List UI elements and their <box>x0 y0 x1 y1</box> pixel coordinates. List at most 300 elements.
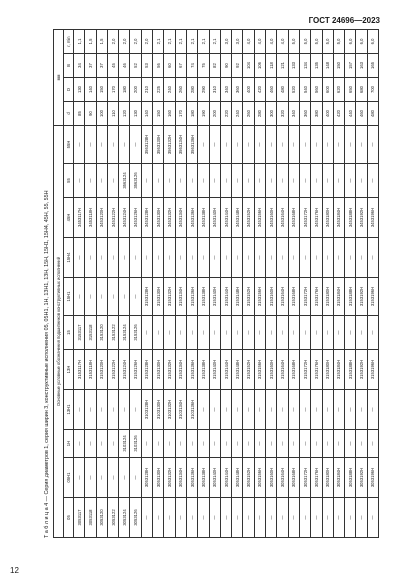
table-row <box>322 29 333 537</box>
table-cell: — <box>311 316 322 350</box>
table-cell: 104 <box>243 53 254 77</box>
table-cell: 280 <box>254 101 265 125</box>
table-cell: 3053160Н <box>266 458 277 498</box>
table-cell: 240 <box>232 101 243 125</box>
table-cell: — <box>243 390 254 430</box>
table-cell: — <box>232 238 243 278</box>
table-cell: — <box>74 238 85 278</box>
table-cell: — <box>345 238 356 278</box>
table-cell: — <box>130 238 141 278</box>
table-cell: 3153132Н <box>164 278 175 316</box>
table-cell: — <box>243 164 254 198</box>
table-cell: 3563128Н <box>141 125 152 163</box>
table-cell: 3453140Н <box>209 198 220 238</box>
table-cell: 3153128Н <box>141 278 152 316</box>
table-cell: 5,0 <box>311 29 322 53</box>
table-cell: 3453196Н <box>367 198 378 238</box>
table-cell: 3103126 <box>130 430 141 458</box>
table-cell: 3153134Н <box>175 278 186 316</box>
column-header: B <box>64 53 74 77</box>
table-cell: — <box>85 164 96 198</box>
table-cell: 650 <box>345 77 356 101</box>
table-cell: — <box>356 316 367 350</box>
table-cell: 3153117Н <box>74 350 85 390</box>
table-cell: — <box>164 238 175 278</box>
table-cell: 3053136Н <box>186 458 197 498</box>
table-cell: — <box>220 498 231 538</box>
table-row <box>198 29 209 537</box>
table-cell: — <box>277 390 288 430</box>
table-cell: 3153122Н <box>107 350 118 390</box>
table-cell: 3563130Н <box>153 125 164 163</box>
table-cell: — <box>74 125 85 163</box>
table-cell: 3453160Н <box>266 198 277 238</box>
table-cell: 3453130Н <box>153 198 164 238</box>
table-cell: — <box>130 390 141 430</box>
table-cell: 3453172Н <box>299 198 310 238</box>
table-cell: — <box>322 238 333 278</box>
table-cell: 170 <box>175 101 186 125</box>
table-cell: — <box>345 316 356 350</box>
table-cell: — <box>345 390 356 430</box>
table-cell: — <box>322 498 333 538</box>
table-cell: — <box>254 125 265 163</box>
table-cell: 134 <box>299 53 310 77</box>
table-cell: 3453122Н <box>107 198 118 238</box>
table-cell: — <box>186 430 197 458</box>
table-cell: 3053118 <box>85 498 96 538</box>
table-cell: 2,1 <box>175 29 186 53</box>
table-cell: 130 <box>130 101 141 125</box>
table-cell: — <box>198 430 209 458</box>
table-cell: 3453124Н <box>119 198 130 238</box>
table-cell: — <box>198 164 209 198</box>
table-cell: 3453136Н <box>186 198 197 238</box>
table-cell: 3103136Н <box>186 390 197 430</box>
table-cell: 3153144Н <box>220 350 231 390</box>
table-cell: — <box>277 498 288 538</box>
table-cell: — <box>311 125 322 163</box>
table-cell: 100 <box>96 101 107 125</box>
table-cell: — <box>198 498 209 538</box>
table-cell: — <box>85 390 96 430</box>
table-cell: — <box>277 164 288 198</box>
table-cell: 540 <box>299 77 310 101</box>
table-cell: 45 <box>107 53 118 77</box>
rotated-table-block <box>42 30 376 538</box>
table-cell: 3103124 <box>119 430 130 458</box>
table-row <box>288 29 299 537</box>
table-cell: 120 <box>119 101 130 125</box>
table-cell: 420 <box>254 77 265 101</box>
table-cell: — <box>345 164 356 198</box>
table-cell: 121 <box>277 53 288 77</box>
table-cell: — <box>164 430 175 458</box>
table-row <box>96 29 107 537</box>
column-header: 15 <box>64 316 74 350</box>
table-cell: — <box>356 238 367 278</box>
table-cell: — <box>232 430 243 458</box>
table-cell: 60 <box>164 53 175 77</box>
table-cell: — <box>254 164 265 198</box>
table-cell: — <box>209 238 220 278</box>
table-row <box>107 29 118 537</box>
table-cell: — <box>96 458 107 498</box>
table-cell: 360 <box>299 101 310 125</box>
table-cell: — <box>74 390 85 430</box>
table-cell: 34 <box>74 53 85 77</box>
table-cell: — <box>277 316 288 350</box>
table-cell: 3153138Н <box>198 278 209 316</box>
table-row <box>356 29 367 537</box>
table-cell: — <box>356 498 367 538</box>
table-cell: — <box>209 125 220 163</box>
table-cell: 4,0 <box>243 29 254 53</box>
column-header: 05Н1 <box>64 458 74 498</box>
table-cell: 3053128Н <box>141 458 152 498</box>
column-header: 55 <box>64 164 74 198</box>
table-cell: 3153164Н <box>277 350 288 390</box>
table-cell: 310 <box>209 77 220 101</box>
table-cell: 90 <box>85 101 96 125</box>
table-cell: — <box>96 278 107 316</box>
table-row <box>164 29 175 537</box>
table-cell: — <box>288 125 299 163</box>
table-cell: 90 <box>220 53 231 77</box>
table-row <box>175 29 186 537</box>
document-header: ГОСТ 24696—2023 <box>308 16 380 25</box>
table-cell: — <box>232 316 243 350</box>
table-cell: 37 <box>96 53 107 77</box>
table-cell: — <box>96 430 107 458</box>
table-cell: 3153134Н <box>175 350 186 390</box>
table-cell: 3153118 <box>85 316 96 350</box>
table-cell: 3153132Н <box>164 350 175 390</box>
table-row <box>232 29 243 537</box>
table-cell: 4,0 <box>277 29 288 53</box>
table-cell: — <box>288 164 299 198</box>
table-cell: 140 <box>85 77 96 101</box>
table-row <box>367 29 378 537</box>
table-cell: — <box>209 164 220 198</box>
table-cell: — <box>367 498 378 538</box>
table-cell: — <box>266 125 277 163</box>
table-cell: 480 <box>367 101 378 125</box>
table-cell: 5,0 <box>333 29 344 53</box>
table-cell: 3453152Н <box>243 198 254 238</box>
table-cell: — <box>209 430 220 458</box>
column-header: 13Н1 <box>64 390 74 430</box>
table-row <box>345 29 356 537</box>
table-cell: 52 <box>130 53 141 77</box>
table-cell: 3103132Н <box>164 390 175 430</box>
table-cell: — <box>85 278 96 316</box>
table-cell: — <box>74 278 85 316</box>
table-cell: 3153120Н <box>96 350 107 390</box>
table-cell: — <box>288 316 299 350</box>
table-cell: — <box>367 430 378 458</box>
table-cell: 3103128Н <box>141 390 152 430</box>
table-cell: — <box>220 125 231 163</box>
table-cell: 3453144Н <box>220 198 231 238</box>
bearing-table <box>53 29 379 538</box>
table-cell: 460 <box>356 101 367 125</box>
table-cell: — <box>85 238 96 278</box>
table-cell: 3453118Н <box>85 198 96 238</box>
table-cell: 1,1 <box>74 29 85 53</box>
table-cell: 3153172Н <box>299 278 310 316</box>
table-row <box>277 29 288 537</box>
table-cell: — <box>333 125 344 163</box>
table-caption: Т а б л и ц а 4 — Серия диаметров 1, серия ширин 3, конструктивные исполнения 05, 05Н1, 1Н, 13Н1, 13Н, 15Н, 15Н1, 15Н4, 45Н, 55, 55Н <box>44 190 50 538</box>
table-cell: 3153130Н <box>153 350 164 390</box>
table-cell: 3153196Н <box>367 278 378 316</box>
table-cell: — <box>153 316 164 350</box>
table-cell: 1,5 <box>96 29 107 53</box>
table-cell: — <box>220 316 231 350</box>
table-cell: — <box>209 498 220 538</box>
table-cell: — <box>311 430 322 458</box>
table-row <box>186 29 197 537</box>
table-cell: — <box>74 458 85 498</box>
table-cell: — <box>198 238 209 278</box>
table-cell: — <box>141 430 152 458</box>
table-cell: 2,1 <box>186 29 197 53</box>
table-cell: — <box>345 125 356 163</box>
table-cell: — <box>209 390 220 430</box>
table-cell: 3153122 <box>107 316 118 350</box>
column-header: D <box>64 77 74 101</box>
table-cell: 520 <box>288 77 299 101</box>
table-cell: — <box>186 238 197 278</box>
table-cell: 3453164Н <box>277 198 288 238</box>
table-cell: — <box>243 316 254 350</box>
table-cell: 3153136Н <box>186 278 197 316</box>
table-cell: 3053184Н <box>333 458 344 498</box>
table-cell: — <box>311 390 322 430</box>
table-cell: 3453156Н <box>254 198 265 238</box>
table-cell: — <box>107 458 118 498</box>
table-cell: 53 <box>141 53 152 77</box>
table-cell: — <box>299 390 310 430</box>
table-cell: — <box>367 164 378 198</box>
table-cell: 3053126 <box>130 498 141 538</box>
table-cell: — <box>141 498 152 538</box>
table-cell: 460 <box>266 77 277 101</box>
table-cell: — <box>266 498 277 538</box>
table-cell: 200 <box>209 101 220 125</box>
table-cell: 92 <box>232 53 243 77</box>
table-cell: — <box>322 430 333 458</box>
table-cell: 3453180Н <box>322 198 333 238</box>
table-row <box>220 29 231 537</box>
table-cell: 3053180Н <box>322 458 333 498</box>
table-cell: 3453176Н <box>311 198 322 238</box>
table-cell: 3053130Н <box>153 458 164 498</box>
table-cell: 3053152Н <box>243 458 254 498</box>
table-row <box>299 29 310 537</box>
table-cell: 3153168Н <box>288 278 299 316</box>
table-cell: — <box>288 498 299 538</box>
table-cell: — <box>299 498 310 538</box>
table-cell: 4,0 <box>266 29 277 53</box>
table-cell: 3053122 <box>107 498 118 538</box>
table-cell: 290 <box>198 77 209 101</box>
dims-unit-header: мм <box>54 29 64 125</box>
table-cell: — <box>175 316 186 350</box>
table-cell: 3453132Н <box>164 198 175 238</box>
table-cell: — <box>311 238 322 278</box>
table-cell: 3053134Н <box>175 458 186 498</box>
table-cell: — <box>243 238 254 278</box>
table-body <box>74 29 379 537</box>
table-cell: 3153148Н <box>232 350 243 390</box>
table-cell: 3053176Н <box>311 458 322 498</box>
table-cell: — <box>220 390 231 430</box>
table-cell: — <box>254 316 265 350</box>
table-cell: 3453134Н <box>175 198 186 238</box>
table-cell: — <box>141 316 152 350</box>
table-cell: — <box>107 125 118 163</box>
table-row <box>141 29 152 537</box>
table-cell: 3053192Н <box>356 458 367 498</box>
table-cell: 3153136Н <box>186 350 197 390</box>
table-cell: 130 <box>74 77 85 101</box>
column-header: 05 <box>64 498 74 538</box>
table-cell: — <box>232 498 243 538</box>
table-cell: — <box>367 316 378 350</box>
table-cell: 133 <box>288 53 299 77</box>
table-cell: — <box>107 164 118 198</box>
table-cell: — <box>254 498 265 538</box>
table-cell: 75 <box>198 53 209 77</box>
table-cell: 1,5 <box>85 29 96 53</box>
table-cell: — <box>153 498 164 538</box>
table-cell: — <box>254 430 265 458</box>
table-cell: 2,1 <box>198 29 209 53</box>
table-cell: 3053168Н <box>288 458 299 498</box>
table-cell: 380 <box>311 101 322 125</box>
table-cell: 3153152Н <box>243 350 254 390</box>
table-cell: 3153172Н <box>299 350 310 390</box>
table-cell: 3053144Н <box>220 458 231 498</box>
table-cell: — <box>333 238 344 278</box>
table-cell: — <box>322 316 333 350</box>
table-cell: — <box>345 430 356 458</box>
table-cell: — <box>175 430 186 458</box>
table-cell: — <box>198 316 209 350</box>
table-cell: 190 <box>198 101 209 125</box>
column-header: 55Н <box>64 125 74 163</box>
table-cell: 170 <box>107 77 118 101</box>
table-row <box>130 29 141 537</box>
table-row <box>74 29 85 537</box>
table-cell: — <box>356 430 367 458</box>
table-row <box>333 29 344 537</box>
table-cell: 3153124 <box>119 316 130 350</box>
table-cell: — <box>186 498 197 538</box>
table-cell: — <box>356 164 367 198</box>
table-cell: — <box>130 458 141 498</box>
table-cell: — <box>107 390 118 430</box>
table-cell: 110 <box>107 101 118 125</box>
table-cell: 340 <box>288 101 299 125</box>
table-cell: 320 <box>277 101 288 125</box>
table-row <box>243 29 254 537</box>
table-cell: — <box>74 164 85 198</box>
table-cell: — <box>164 498 175 538</box>
table-cell: — <box>209 316 220 350</box>
table-cell: 118 <box>266 53 277 77</box>
table-cell: 3153156Н <box>254 278 265 316</box>
table-cell: 3153118Н <box>85 350 96 390</box>
table-cell: 82 <box>209 53 220 77</box>
table-cell: 2,1 <box>209 29 220 53</box>
table-cell: 3563134Н <box>175 125 186 163</box>
table-row <box>311 29 322 537</box>
table-cell: 680 <box>356 77 367 101</box>
table-cell: 3053164Н <box>277 458 288 498</box>
table-cell: — <box>198 390 209 430</box>
table-cell: 3153140Н <box>209 278 220 316</box>
table-cell: — <box>232 164 243 198</box>
table-cell: — <box>141 238 152 278</box>
table-cell: 3053140Н <box>209 458 220 498</box>
table-cell: — <box>130 125 141 163</box>
table-cell: 140 <box>141 101 152 125</box>
table-cell: 180 <box>119 77 130 101</box>
table-cell: 3563126 <box>130 164 141 198</box>
table-cell: — <box>254 238 265 278</box>
table-cell: 340 <box>220 77 231 101</box>
table-cell: 5,0 <box>299 29 310 53</box>
table-cell: — <box>277 430 288 458</box>
table-cell: — <box>96 390 107 430</box>
column-header: d <box>64 101 74 125</box>
table-cell: — <box>322 164 333 198</box>
table-cell: 3153196Н <box>367 350 378 390</box>
table-cell: 3153128Н <box>141 350 152 390</box>
table-cell: 3053172Н <box>299 458 310 498</box>
table-cell: 3153184Н <box>333 350 344 390</box>
table-cell: — <box>186 164 197 198</box>
table-cell: 3153160Н <box>266 278 277 316</box>
table-cell: 560 <box>311 77 322 101</box>
table-cell: 3053188Н <box>345 458 356 498</box>
column-header: 15Н4 <box>64 238 74 278</box>
table-cell: 3153126 <box>130 316 141 350</box>
table-cell: 260 <box>243 101 254 125</box>
table-cell: — <box>96 125 107 163</box>
table-cell: — <box>130 278 141 316</box>
table-cell: 3153120 <box>96 316 107 350</box>
table-cell: 225 <box>153 77 164 101</box>
table-cell: — <box>85 430 96 458</box>
table-cell: 3453117Н <box>74 198 85 238</box>
table-cell: 3153140Н <box>209 350 220 390</box>
table-cell: 3153144Н <box>220 278 231 316</box>
table-cell: — <box>299 164 310 198</box>
table-cell: — <box>107 278 118 316</box>
table-cell: — <box>74 430 85 458</box>
column-header: 13Н <box>64 350 74 390</box>
table-cell: 3053120 <box>96 498 107 538</box>
table-cell: 3153130Н <box>153 278 164 316</box>
table-cell: 620 <box>333 77 344 101</box>
table-cell: — <box>333 316 344 350</box>
table-cell: 56 <box>153 53 164 77</box>
table-cell: 3153188Н <box>345 278 356 316</box>
